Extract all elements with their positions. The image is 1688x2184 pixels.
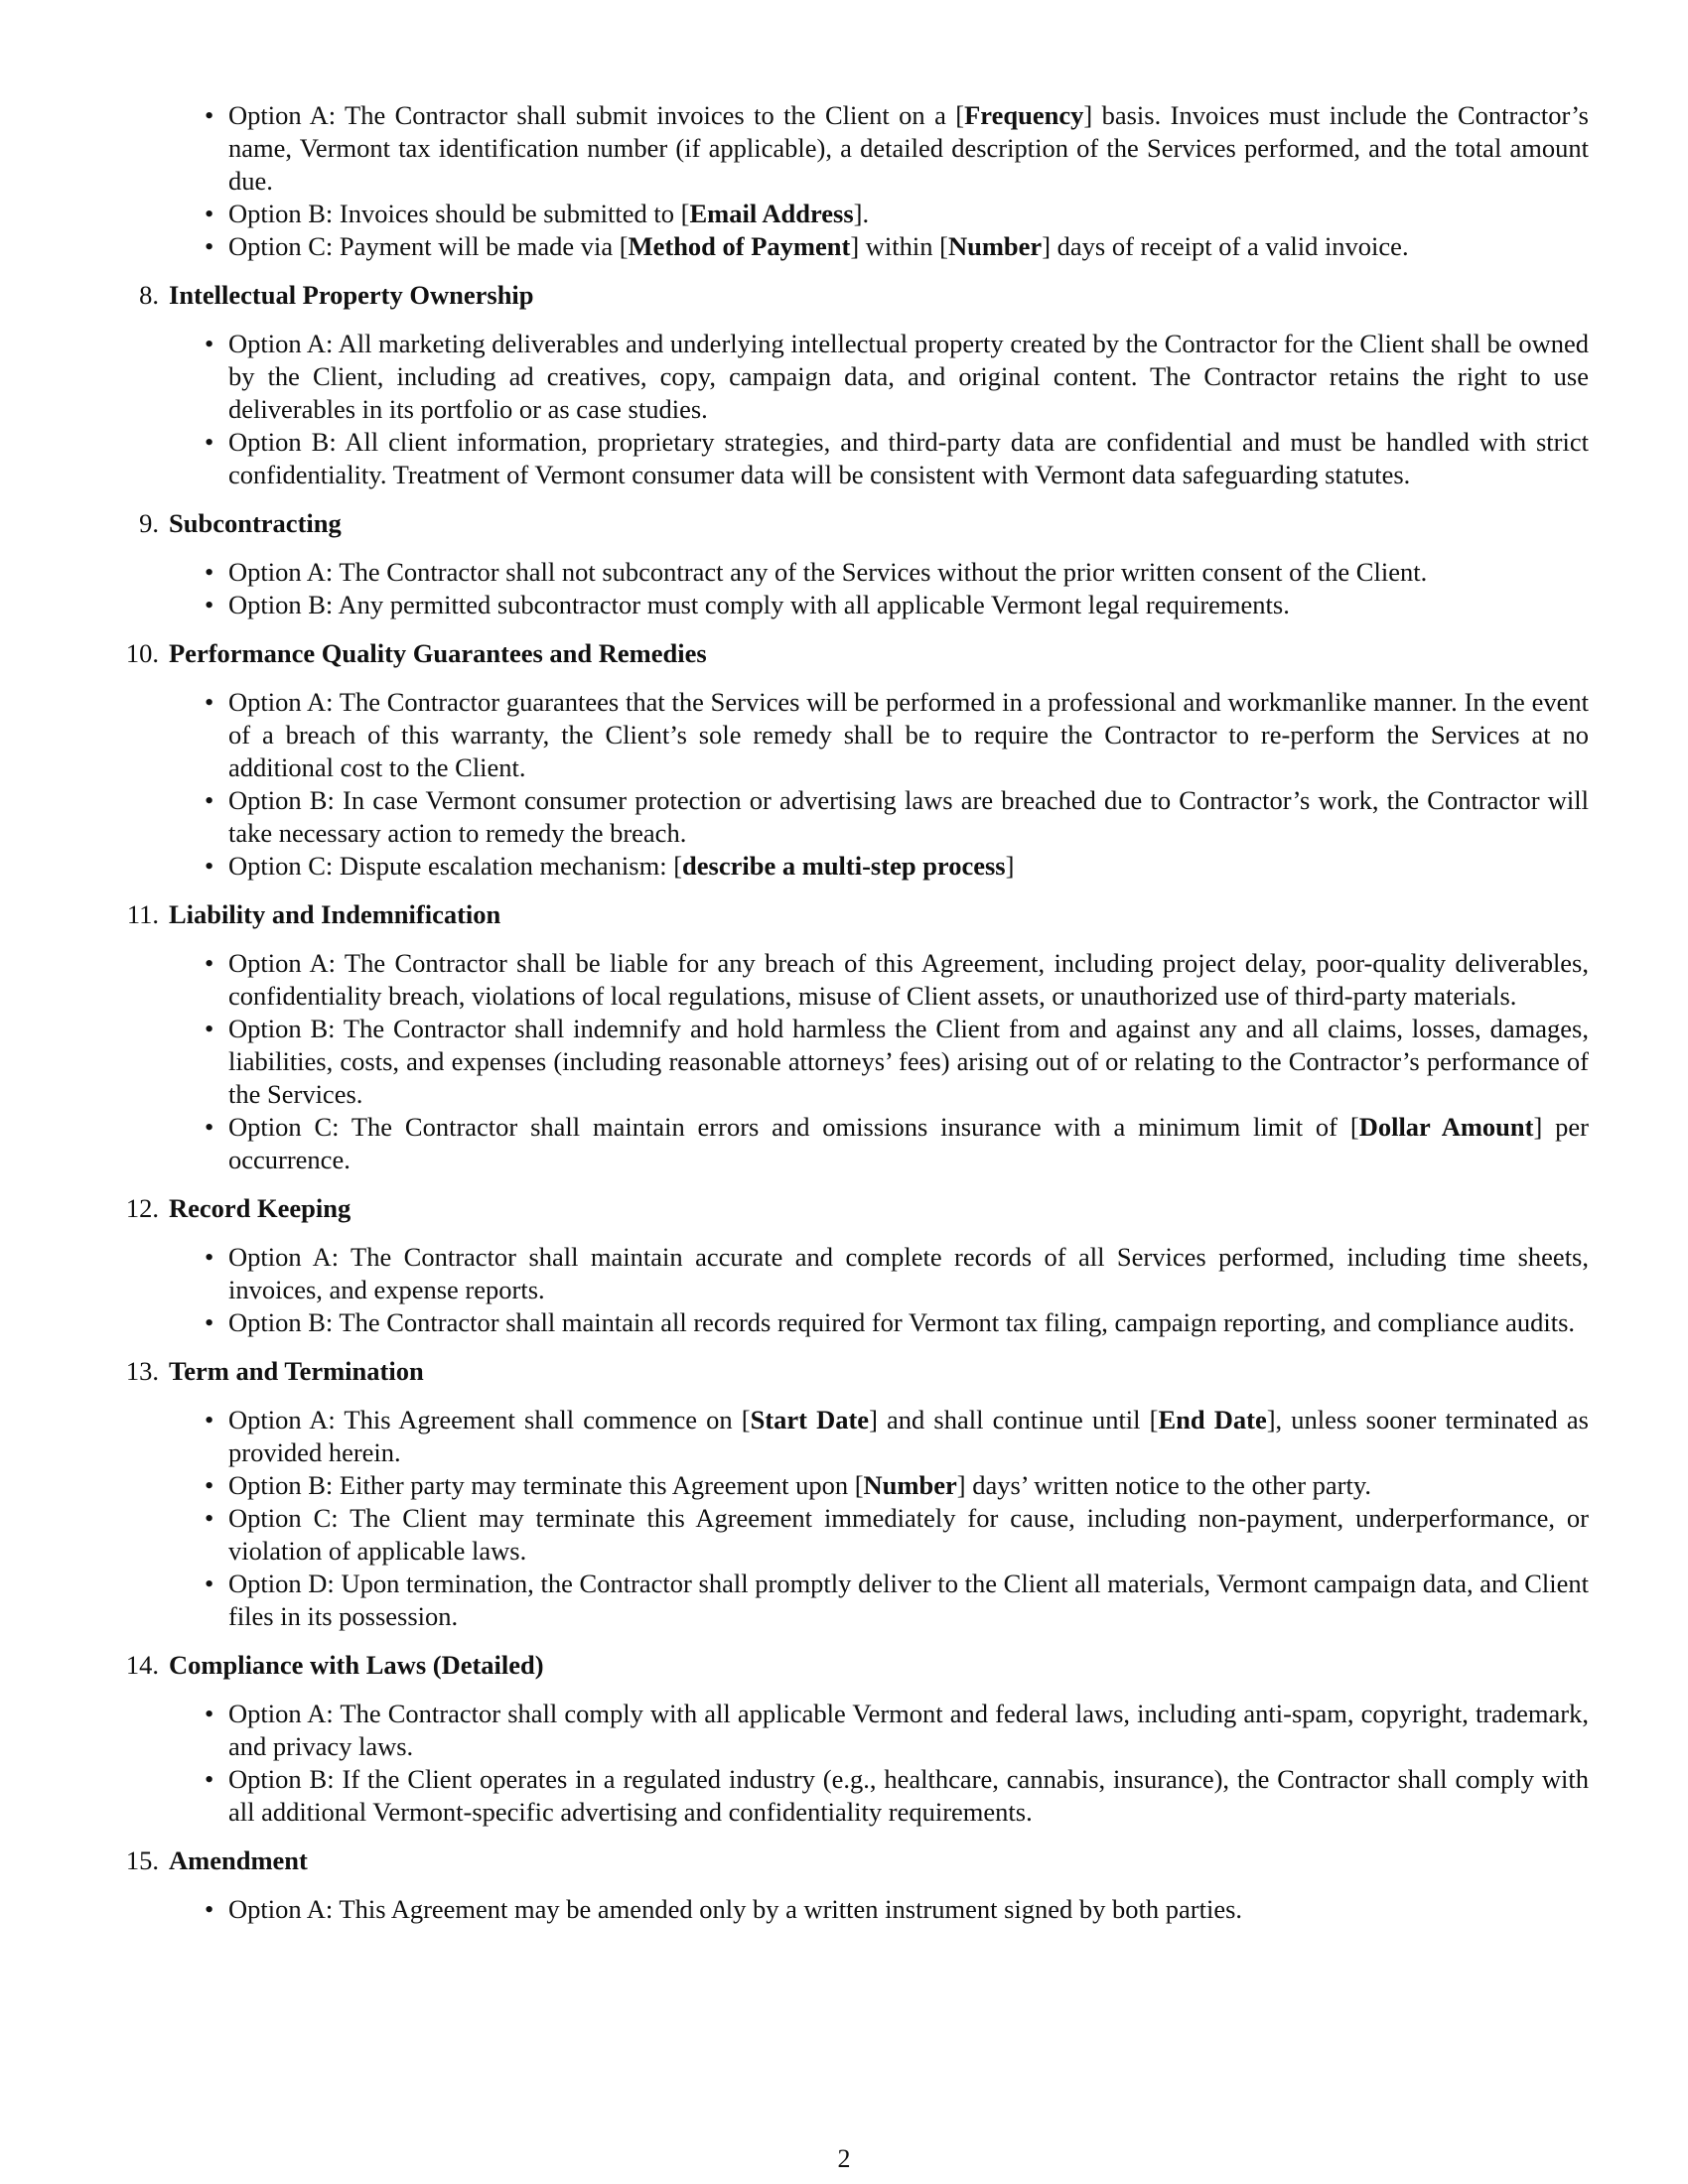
option-item <box>228 426 1589 491</box>
option-text: Option A: The Contractor shall submit invoices to the Client on a [ <box>228 100 965 130</box>
option-list <box>129 1241 1589 1339</box>
option-text: ] days of receipt of a valid invoice. <box>1042 231 1409 261</box>
section-number: 13. <box>125 1356 159 1386</box>
section-title: Liability and Indemnification <box>169 899 501 929</box>
option-item <box>228 198 1589 230</box>
section-title: Record Keeping <box>169 1193 352 1223</box>
option-text: Option C: The Contractor shall maintain errors and omissions insurance with a minimum limit of [ <box>228 1112 1359 1142</box>
option-item <box>228 230 1589 263</box>
option-text: ] basis. Invoices must include the Contractor’s name, Vermont tax identification number (if applicable), a detailed description of the Services performed, and the total amount due. <box>228 100 1589 196</box>
section-number: 15. <box>125 1845 159 1875</box>
placeholder-field: Email Address <box>689 199 854 228</box>
option-text: Option B: In case Vermont consumer protection or advertising laws are breached due to Contractor’s work, the Contractor will take necessary action to remedy the breach. <box>228 785 1589 848</box>
option-item <box>228 589 1589 621</box>
option-list <box>129 328 1589 491</box>
section-heading <box>129 279 1589 312</box>
option-text: Option B: Invoices should be submitted to [ <box>228 199 690 228</box>
option-text: Option B: If the Client operates in a regulated industry (e.g., healthcare, cannabis, insurance), the Contractor shall comply with all additional Vermont-specific advertising and confidentiality requirements. <box>228 1764 1589 1827</box>
option-item <box>228 1568 1589 1633</box>
document-body <box>125 99 1589 1926</box>
option-text: Option B: The Contractor shall maintain all records required for Vermont tax filing, campaign reporting, and compliance audits. <box>228 1307 1576 1337</box>
option-item <box>228 99 1589 198</box>
placeholder-field: Method of Payment <box>628 231 851 261</box>
option-text: ] per occurrence. <box>228 1112 1589 1174</box>
option-item <box>228 1893 1589 1926</box>
section-heading <box>125 1355 1589 1388</box>
option-text: ] <box>1005 851 1015 881</box>
option-text: ]. <box>853 199 870 228</box>
section-title: Compliance with Laws (Detailed) <box>169 1650 544 1680</box>
section-number: 14. <box>125 1650 159 1680</box>
section-title: Intellectual Property Ownership <box>169 280 534 310</box>
option-list <box>129 947 1589 1176</box>
option-text: Option C: Dispute escalation mechanism: [ <box>228 851 683 881</box>
option-text: Option A: The Contractor shall comply with all applicable Vermont and federal laws, including anti-spam, copyright, trademark, and privacy laws. <box>228 1699 1589 1761</box>
section-title: Subcontracting <box>169 508 342 538</box>
option-text: Option C: The Client may terminate this Agreement immediately for cause, including non-payment, underperformance, or violation of applicable laws. <box>228 1503 1589 1566</box>
option-text: Option A: The Contractor shall maintain accurate and complete records of all Services performed, including time sheets, invoices, and expense reports. <box>228 1242 1589 1304</box>
option-text: Option A: All marketing deliverables and underlying intellectual property created by the Contractor for the Client shall be owned by the Client, including ad creatives, copy, campaign data, and original content. The Contractor retains the right to use deliverables in its portfolio or as case studies. <box>228 329 1589 424</box>
option-text: Option D: Upon termination, the Contractor shall promptly deliver to the Client all materials, Vermont campaign data, and Client files in its possession. <box>228 1569 1589 1631</box>
page-number: 2 <box>837 2144 851 2173</box>
option-text: Option B: The Contractor shall indemnify and hold harmless the Client from and against any and all claims, losses, damages, liabilities, costs, and expenses (including reasonable attorneys’ fees) arising out of or relating to the Contractor’s performance of the Services. <box>228 1014 1589 1109</box>
option-text: ], unless sooner terminated as provided herein. <box>228 1405 1589 1467</box>
placeholder-field: Number <box>863 1470 957 1500</box>
option-text: Option A: The Contractor shall not subcontract any of the Services without the prior written consent of the Client. <box>228 557 1428 587</box>
placeholder-field: Dollar Amount <box>1358 1112 1534 1142</box>
option-item <box>228 1469 1589 1502</box>
section-number: 10. <box>125 638 159 668</box>
placeholder-field: Number <box>947 231 1043 261</box>
option-text: Option B: All client information, proprietary strategies, and third-party data are confidential and must be handled with strict confidentiality. Treatment of Vermont consumer data will be consistent with Vermont data safeguarding statutes. <box>228 427 1589 489</box>
option-item <box>228 947 1589 1013</box>
section-heading <box>125 1844 1589 1877</box>
placeholder-field: Start Date <box>750 1405 870 1434</box>
placeholder-field: End Date <box>1158 1405 1267 1434</box>
option-text: Option B: Either party may terminate this Agreement upon [ <box>228 1470 864 1500</box>
option-item <box>228 556 1589 589</box>
option-text: Option A: This Agreement shall commence on [ <box>228 1405 751 1434</box>
section-heading <box>125 637 1589 670</box>
option-item <box>228 1013 1589 1111</box>
section-title: Performance Quality Guarantees and Remedies <box>169 638 707 668</box>
option-text: ] within [ <box>850 231 948 261</box>
option-list <box>129 556 1589 621</box>
option-list <box>129 1698 1589 1829</box>
section-number: 11. <box>126 899 159 929</box>
section-heading <box>126 898 1589 931</box>
option-item <box>228 1241 1589 1306</box>
section-heading <box>129 507 1589 540</box>
placeholder-field: Frequency <box>964 100 1084 130</box>
option-list <box>129 1893 1589 1926</box>
option-text: Option B: Any permitted subcontractor must comply with all applicable Vermont legal requirements. <box>228 590 1290 619</box>
option-text: ] days’ written notice to the other party. <box>956 1470 1371 1500</box>
option-item <box>228 1502 1589 1568</box>
section-number: 8. <box>139 280 159 310</box>
section-heading <box>125 1192 1589 1225</box>
section-title: Amendment <box>169 1845 308 1875</box>
option-item <box>228 1306 1589 1339</box>
option-item <box>228 1404 1589 1469</box>
option-item <box>228 784 1589 850</box>
option-text: ] and shall continue until [ <box>869 1405 1159 1434</box>
section-title: Term and Termination <box>169 1356 424 1386</box>
option-text: Option A: The Contractor shall be liable for any breach of this Agreement, including project delay, poor-quality deliverables, confidentiality breach, violations of local regulations, misuse of Client assets, or unauthorized use of third-party materials. <box>228 948 1589 1011</box>
option-list <box>129 1404 1589 1633</box>
option-text: Option A: This Agreement may be amended only by a written instrument signed by both parties. <box>228 1894 1243 1924</box>
option-item <box>228 1698 1589 1763</box>
placeholder-field: describe a multi-step process <box>682 851 1006 881</box>
option-item <box>228 1763 1589 1829</box>
option-list <box>129 99 1589 263</box>
section-heading <box>125 1649 1589 1682</box>
option-list <box>129 686 1589 883</box>
section-number: 12. <box>125 1193 159 1223</box>
option-item <box>228 686 1589 784</box>
option-item <box>228 850 1589 883</box>
option-item <box>228 1111 1589 1176</box>
option-text: Option A: The Contractor guarantees that the Services will be performed in a professional and workmanlike manner. In the event of a breach of this warranty, the Client’s sole remedy shall be to require the Contractor to re-perform the Services at no additional cost to the Client. <box>228 687 1589 782</box>
option-item <box>228 328 1589 426</box>
option-text: Option C: Payment will be made via [ <box>228 231 629 261</box>
section-number: 9. <box>139 508 159 538</box>
